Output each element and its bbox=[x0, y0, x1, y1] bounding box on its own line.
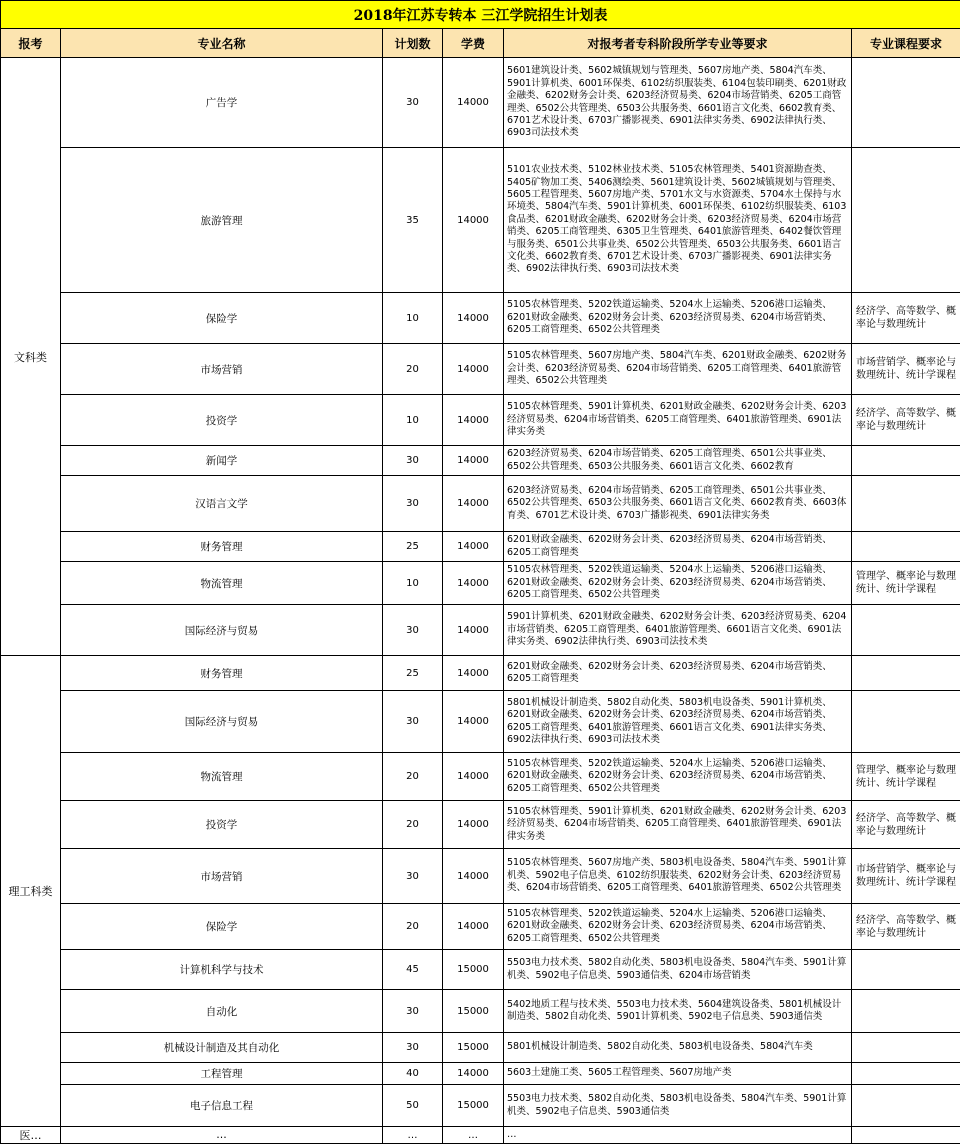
plan-count: 50 bbox=[383, 1085, 443, 1127]
table-row bbox=[1, 904, 960, 950]
tuition-fee: 14000 bbox=[443, 904, 504, 950]
requirement-text: 5105农林管理类、5202铁道运输类、5204水上运输类、5206港口运输类、6201财政金融类、6202财务会计类、6203经济贸易类、6204市场营销类、6205工商管理类、6502公共管理类 bbox=[504, 562, 852, 605]
requirement-text: 6203经济贸易类、6204市场营销类、6205工商管理类、6501公共事业类、6502公共管理类、6503公共服务类、6601语言文化类、6602教育类、6603体育类、6701艺术设计类、6703广播影视类、6901法律实务类 bbox=[504, 476, 852, 532]
tuition-fee: 14000 bbox=[443, 476, 504, 532]
plan-count: 10 bbox=[383, 395, 443, 446]
tuition-fee: 14000 bbox=[443, 293, 504, 344]
course-requirement bbox=[852, 990, 960, 1033]
table-row bbox=[1, 1085, 960, 1127]
major-name: 保险学 bbox=[61, 904, 383, 950]
requirement-text: … bbox=[504, 1127, 852, 1144]
tuition-fee: 14000 bbox=[443, 849, 504, 904]
table-row bbox=[1, 532, 960, 562]
tuition-fee: 14000 bbox=[443, 562, 504, 605]
major-name: … bbox=[61, 1127, 383, 1144]
course-requirement bbox=[852, 656, 960, 691]
table-title: 2018年江苏专转本 三江学院招生计划表 bbox=[1, 1, 960, 29]
tuition-fee: 14000 bbox=[443, 532, 504, 562]
header-category: 报考 bbox=[1, 29, 61, 58]
table-row bbox=[1, 1063, 960, 1085]
tuition-fee: 14000 bbox=[443, 1063, 504, 1085]
major-name: 财务管理 bbox=[61, 532, 383, 562]
major-name: 国际经济与贸易 bbox=[61, 691, 383, 753]
course-requirement: 管理学、概率论与数理统计、统计学课程 bbox=[852, 753, 960, 801]
requirement-text: 5105农林管理类、5202铁道运输类、5204水上运输类、5206港口运输类、6201财政金融类、6202财务会计类、6203经济贸易类、6204市场营销类、6205工商管理类、6502公共管理类 bbox=[504, 753, 852, 801]
table-row bbox=[1, 1033, 960, 1063]
tuition-fee: 14000 bbox=[443, 753, 504, 801]
requirement-text: 5105农林管理类、5901计算机类、6201财政金融类、6202财务会计类、6203经济贸易类、6204市场营销类、6205工商管理类、6401旅游管理类、6901法律实务类 bbox=[504, 395, 852, 446]
table-row bbox=[1, 849, 960, 904]
tuition-fee: 14000 bbox=[443, 148, 504, 293]
requirement-text: 5105农林管理类、5202铁道运输类、5204水上运输类、5206港口运输类、6201财政金融类、6202财务会计类、6203经济贸易类、6204市场营销类、6205工商管理类、6502公共管理类 bbox=[504, 904, 852, 950]
requirement-text: 5603土建施工类、5605工程管理类、5607房地产类 bbox=[504, 1063, 852, 1085]
table-row bbox=[1, 753, 960, 801]
table-row bbox=[1, 950, 960, 990]
plan-count: 30 bbox=[383, 476, 443, 532]
course-requirement bbox=[852, 691, 960, 753]
tuition-fee: 14000 bbox=[443, 691, 504, 753]
table-row bbox=[1, 1127, 960, 1144]
course-requirement: 经济学、高等数学、概率论与数理统计 bbox=[852, 904, 960, 950]
plan-count: 30 bbox=[383, 691, 443, 753]
course-requirement bbox=[852, 1033, 960, 1063]
table-row bbox=[1, 58, 960, 148]
tuition-fee: 15000 bbox=[443, 1033, 504, 1063]
tuition-fee: 15000 bbox=[443, 950, 504, 990]
table-row bbox=[1, 990, 960, 1033]
tuition-fee: 14000 bbox=[443, 446, 504, 476]
requirement-text: 5105农林管理类、5901计算机类、6201财政金融类、6202财务会计类、6203经济贸易类、6204市场营销类、6205工商管理类、6401旅游管理类、6901法律实务类 bbox=[504, 801, 852, 849]
requirement-text: 6201财政金融类、6202财务会计类、6203经济贸易类、6204市场营销类、6205工商管理类 bbox=[504, 656, 852, 691]
major-name: 旅游管理 bbox=[61, 148, 383, 293]
requirement-text: 5105农林管理类、5202铁道运输类、5204水上运输类、5206港口运输类、6201财政金融类、6202财务会计类、6203经济贸易类、6204市场营销类、6205工商管理类、6502公共管理类 bbox=[504, 293, 852, 344]
tuition-fee: 15000 bbox=[443, 1085, 504, 1127]
requirement-text: 5503电力技术类、5802自动化类、5803机电设备类、5804汽车类、5901计算机类、5902电子信息类、5903通信类 bbox=[504, 1085, 852, 1127]
tuition-fee: … bbox=[443, 1127, 504, 1144]
requirement-text: 5105农林管理类、5607房地产类、5804汽车类、6201财政金融类、6202财务会计类、6203经济贸易类、6204市场营销类、6205工商管理类、6401旅游管理类、6502公共管理类 bbox=[504, 344, 852, 395]
table-row bbox=[1, 148, 960, 293]
table-row bbox=[1, 293, 960, 344]
table-row bbox=[1, 476, 960, 532]
course-requirement: 市场营销学、概率论与数理统计、统计学课程 bbox=[852, 849, 960, 904]
table-row bbox=[1, 562, 960, 605]
course-requirement bbox=[852, 58, 960, 148]
table-row bbox=[1, 605, 960, 656]
requirement-text: 5402地质工程与技术类、5503电力技术类、5604建筑设备类、5801机械设计制造类、5802自动化类、5901计算机类、5902电子信息类、5903通信类 bbox=[504, 990, 852, 1033]
plan-count: … bbox=[383, 1127, 443, 1144]
major-name: 新闻学 bbox=[61, 446, 383, 476]
major-name: 汉语言文学 bbox=[61, 476, 383, 532]
header-tuition: 学费 bbox=[443, 29, 504, 58]
plan-count: 40 bbox=[383, 1063, 443, 1085]
table-row bbox=[1, 446, 960, 476]
tuition-fee: 15000 bbox=[443, 990, 504, 1033]
major-name: 物流管理 bbox=[61, 753, 383, 801]
major-name: 市场营销 bbox=[61, 344, 383, 395]
course-requirement bbox=[852, 1063, 960, 1085]
course-requirement bbox=[852, 1085, 960, 1127]
requirement-text: 6203经济贸易类、6204市场营销类、6205工商管理类、6501公共事业类、6502公共管理类、6503公共服务类、6601语言文化类、6602教育 bbox=[504, 446, 852, 476]
major-name: 自动化 bbox=[61, 990, 383, 1033]
course-requirement: 市场营销学、概率论与数理统计、统计学课程 bbox=[852, 344, 960, 395]
header-row bbox=[1, 29, 960, 58]
header-requirement: 对报考者专科阶段所学专业等要求 bbox=[504, 29, 852, 58]
plan-count: 35 bbox=[383, 148, 443, 293]
major-name: 国际经济与贸易 bbox=[61, 605, 383, 656]
plan-count: 45 bbox=[383, 950, 443, 990]
plan-count: 25 bbox=[383, 532, 443, 562]
table-row bbox=[1, 801, 960, 849]
requirement-text: 5105农林管理类、5607房地产类、5803机电设备类、5804汽车类、5901计算机类、5902电子信息类、6102纺织服装类、6202财务会计类、6203经济贸易类、6204市场营销类、6205工商管理类、6401旅游管理类、6502公共管理类 bbox=[504, 849, 852, 904]
major-name: 保险学 bbox=[61, 293, 383, 344]
category-arts: 文科类 bbox=[1, 58, 61, 656]
tuition-fee: 14000 bbox=[443, 656, 504, 691]
plan-count: 30 bbox=[383, 605, 443, 656]
requirement-text: 5901计算机类、6201财政金融类、6202财务会计类、6203经济贸易类、6204市场营销类、6205工商管理类、6401旅游管理类、6601语言文化类、6901法律实务类、6902法律执行类、6903司法技术类 bbox=[504, 605, 852, 656]
major-name: 工程管理 bbox=[61, 1063, 383, 1085]
course-requirement: 经济学、高等数学、概率论与数理统计 bbox=[852, 293, 960, 344]
category-science: 理工科类 bbox=[1, 656, 61, 1127]
major-name: 投资学 bbox=[61, 395, 383, 446]
tuition-fee: 14000 bbox=[443, 395, 504, 446]
plan-count: 20 bbox=[383, 753, 443, 801]
plan-count: 30 bbox=[383, 446, 443, 476]
table-row bbox=[1, 395, 960, 446]
tuition-fee: 14000 bbox=[443, 605, 504, 656]
requirement-text: 5801机械设计制造类、5802自动化类、5803机电设备类、5901计算机类、6201财政金融类、6202财务会计类、6203经济贸易类、6204市场营销类、6205工商管理类、6401旅游管理类、6601语言文化类、6901法律实务类、6902法律执行类、6903司法技术类 bbox=[504, 691, 852, 753]
plan-count: 30 bbox=[383, 990, 443, 1033]
course-requirement bbox=[852, 1127, 960, 1144]
course-requirement: 经济学、高等数学、概率论与数理统计 bbox=[852, 801, 960, 849]
requirement-text: 5503电力技术类、5802自动化类、5803机电设备类、5804汽车类、5901计算机类、5902电子信息类、5903通信类、6204市场营销类 bbox=[504, 950, 852, 990]
course-requirement bbox=[852, 532, 960, 562]
major-name: 广告学 bbox=[61, 58, 383, 148]
requirement-text: 6201财政金融类、6202财务会计类、6203经济贸易类、6204市场营销类、6205工商管理类 bbox=[504, 532, 852, 562]
plan-count: 20 bbox=[383, 801, 443, 849]
course-requirement: 管理学、概率论与数理统计、统计学课程 bbox=[852, 562, 960, 605]
plan-count: 25 bbox=[383, 656, 443, 691]
tuition-fee: 14000 bbox=[443, 58, 504, 148]
course-requirement bbox=[852, 950, 960, 990]
plan-count: 30 bbox=[383, 849, 443, 904]
major-name: 财务管理 bbox=[61, 656, 383, 691]
major-name: 物流管理 bbox=[61, 562, 383, 605]
course-requirement: 经济学、高等数学、概率论与数理统计 bbox=[852, 395, 960, 446]
header-plan: 计划数 bbox=[383, 29, 443, 58]
major-name: 投资学 bbox=[61, 801, 383, 849]
category-next: 医… bbox=[1, 1127, 61, 1144]
course-requirement bbox=[852, 605, 960, 656]
header-courses: 专业课程要求 bbox=[852, 29, 960, 58]
course-requirement bbox=[852, 446, 960, 476]
plan-count: 30 bbox=[383, 1033, 443, 1063]
major-name: 电子信息工程 bbox=[61, 1085, 383, 1127]
tuition-fee: 14000 bbox=[443, 344, 504, 395]
major-name: 市场营销 bbox=[61, 849, 383, 904]
major-name: 计算机科学与技术 bbox=[61, 950, 383, 990]
major-name: 机械设计制造及其自动化 bbox=[61, 1033, 383, 1063]
plan-count: 20 bbox=[383, 904, 443, 950]
tuition-fee: 14000 bbox=[443, 801, 504, 849]
course-requirement bbox=[852, 148, 960, 293]
requirement-text: 5101农业技术类、5102林业技术类、5105农林管理类、5401资源勘查类、5405矿物加工类、5406测绘类、5601建筑设计类、5602城镇规划与管理类、5605工程管理类、5607房地产类、5701水文与水资源类、5704水土保持与水环境类、5804汽车类、5901计算机类、6001环保类、6102纺织服装类、6103食品类、6201财政金融类、6202财务会计类、6203经济贸易类、6204市场营销类、6205工商管理类、6305卫生管理类、6401旅游管理类、6402餐饮管理与服务类、6501公共事业类、6502公共管理类、6503公共服务类、6601语言文化类、6602教育类、6701艺术设计类、6703广播影视类、6901法律实务类、6902法律执行类、6903司法技术类 bbox=[504, 148, 852, 293]
table-row bbox=[1, 344, 960, 395]
requirement-text: 5801机械设计制造类、5802自动化类、5803机电设备类、5804汽车类 bbox=[504, 1033, 852, 1063]
table-row bbox=[1, 691, 960, 753]
plan-count: 30 bbox=[383, 58, 443, 148]
requirement-text: 5601建筑设计类、5602城镇规划与管理类、5607房地产类、5804汽车类、5901计算机类、6001环保类、6102纺织服装类、6104包装印刷类、6201财政金融类、6202财务会计类、6203经济贸易类、6204市场营销类、6205工商管理类、6502公共管理类、6503公共服务类、6601语言文化类、6602教育类、6701艺术设计类、6703广播影视类、6901法律实务类、6902法律执行类、6903司法技术类 bbox=[504, 58, 852, 148]
plan-count: 20 bbox=[383, 344, 443, 395]
course-requirement bbox=[852, 476, 960, 532]
plan-count: 10 bbox=[383, 293, 443, 344]
table-row bbox=[1, 656, 960, 691]
plan-count: 10 bbox=[383, 562, 443, 605]
header-major: 专业名称 bbox=[61, 29, 383, 58]
